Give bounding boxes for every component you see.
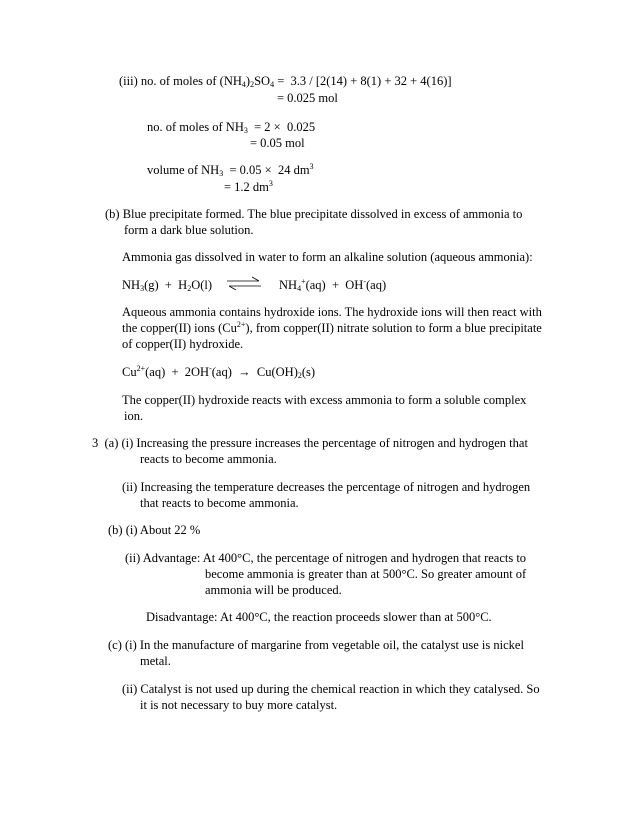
moles-ammonium-sulfate-line: (iii) no. of moles of $(NH_4)_2SO_4 = 3.3 / [2(14) + 8(1) + 32 + 4(16)]$ (119, 74, 452, 89)
complex-ion-line-1: The copper(II) hydroxide reacts with excess ammonia to form a soluble complex (122, 393, 527, 407)
moles-ammonia-result: = 0.05 mol (250, 136, 305, 150)
q3-a-ii-line-1: (ii) Increasing the temperature decreases the percentage of nitrogen and hydrogen (122, 480, 531, 494)
q3-a-i-line-2: reacts to become ammonia. (140, 452, 277, 466)
q3-c-ii-line-1: (ii) Catalyst is not used up during the chemical reaction in which they catalysed. So (122, 682, 540, 696)
volume-ammonia-result: = 1.2 $dm^3$ (224, 179, 273, 194)
q3-c-ii-line-2: it is not necessary to buy more catalyst. (140, 698, 338, 712)
complex-ion-line-2: ion. (124, 409, 144, 423)
moles-result-line: = 0.025 mol (277, 91, 338, 105)
volume-ammonia-line: volume of $NH_3 = 0.05 \times 24$ $dm^3$ (147, 162, 314, 178)
equilibrium-arrows-icon (227, 276, 261, 290)
q3-c-i-line-1: (c) (i) In the manufacture of margarine from vegetable oil, the catalyst use is nickel (108, 638, 524, 652)
hydroxide-paragraph-line-2: the copper(II) ions $(Cu^{2+})$, from copper(II) nitrate solution to form a blue precipitate (122, 320, 542, 335)
q3-b-ii-disadvantage: Disadvantage: At 400°C, the reaction proceeds slower than at 500°C. (146, 610, 492, 624)
part-b-line-1: (b) Blue precipitate formed. The blue precipitate dissolved in excess of ammonia to (105, 207, 523, 221)
ammonia-dissolve-statement: Ammonia gas dissolved in water to form an alkaline solution (aqueous ammonia): (122, 250, 533, 264)
equation-1-left: $NH_3(g) + H_2O(l)$ (122, 278, 213, 293)
equation-2: $Cu^{2+}(aq) + 2OH^-(aq) \to Cu(OH)_2(s)$ (122, 364, 316, 380)
moles-ammonia-line: no. of moles of $NH_3 = 2 \times 0.025$ (147, 120, 316, 135)
q3-a-ii-line-2: that reacts to become ammonia. (140, 496, 299, 510)
q3-c-i-line-2: metal. (140, 654, 171, 668)
q3-b-ii-line-3: ammonia will be produced. (205, 583, 342, 597)
part-b-line-2: form a dark blue solution. (124, 223, 254, 237)
q3-b-ii-line-2: become ammonia is greater than at 500°C. So greater amount of (205, 567, 527, 581)
q3-a-i-line-1: 3 (a) (i) Increasing the pressure increases the percentage of nitrogen and hydrogen that (92, 436, 528, 450)
hydroxide-paragraph-line-1: Aqueous ammonia contains hydroxide ions. The hydroxide ions will then react with (122, 305, 542, 319)
equation-1-right: $NH_4^+(aq) + OH^-(aq)$ (279, 277, 387, 293)
q3-b-i: (b) (i) About 22 % (108, 523, 201, 537)
hydroxide-paragraph-line-3: of copper(II) hydroxide. (122, 337, 244, 351)
q3-b-ii-line-1: (ii) Advantage: At 400°C, the percentage of nitrogen and hydrogen that reacts to (125, 551, 527, 565)
